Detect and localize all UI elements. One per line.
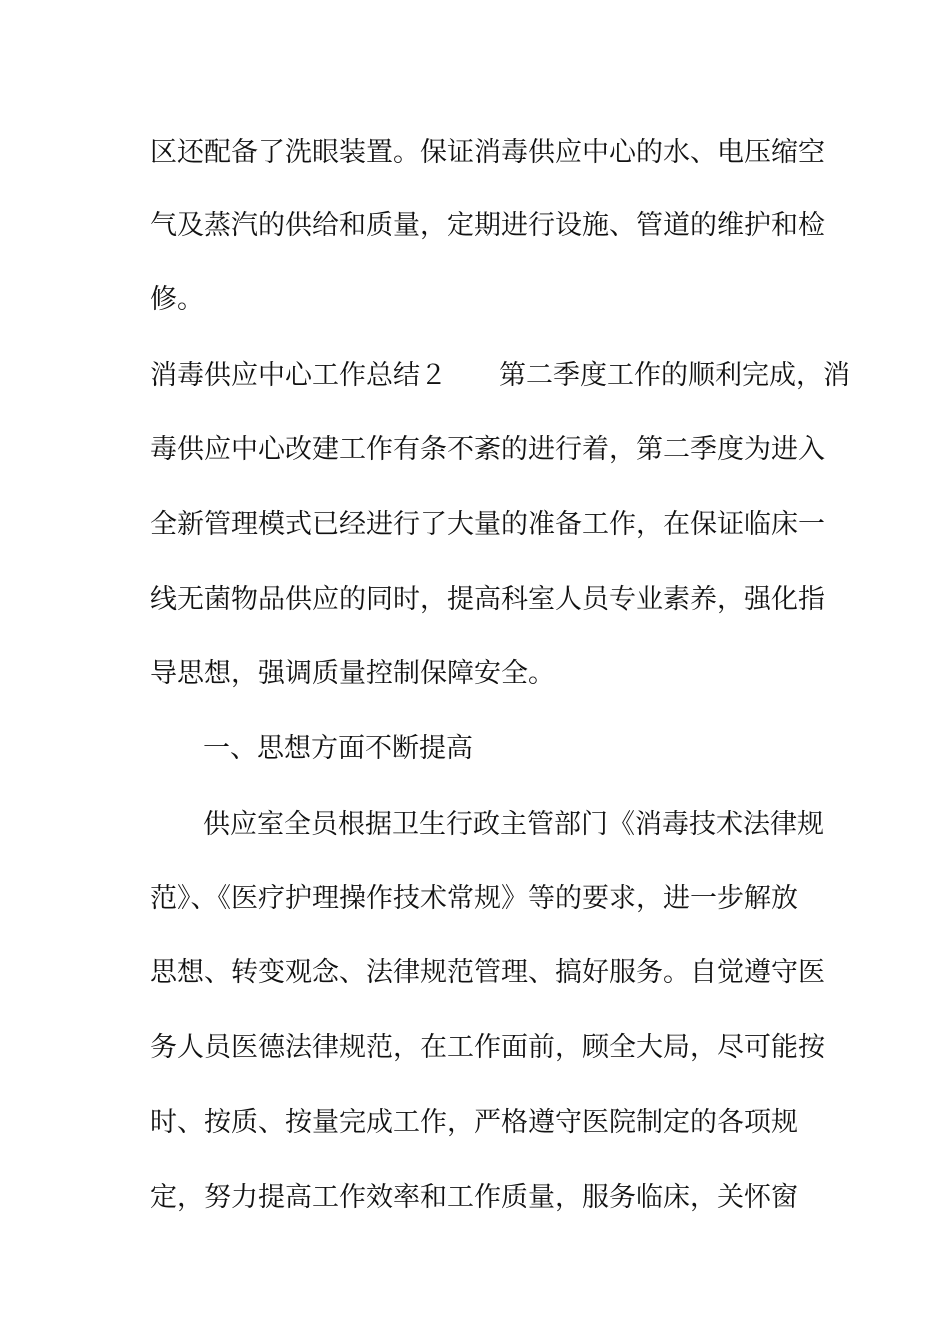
text-line: 区还配备了洗眼装置。保证消毒供应中心的水、电压缩空 xyxy=(150,137,825,168)
text-line: 思想、转变观念、法律规范管理、搞好服务。自觉遵守医 xyxy=(150,957,825,988)
text-line: 修。 xyxy=(150,284,204,315)
text-line: 气及蒸汽的供给和质量，定期进行设施、管道的维护和检 xyxy=(150,210,825,241)
text-line: 定，努力提高工作效率和工作质量，服务临床，关怀窗 xyxy=(150,1182,798,1213)
text-line: 范》、《医疗护理操作技术常规》等的要求，进一步解放 xyxy=(150,883,798,914)
section-heading: 消毒供应中心工作总结２ xyxy=(150,360,447,391)
text-line: 毒供应中心改建工作有条不紊的进行着，第二季度为进入 xyxy=(150,434,825,465)
text-line: 务人员医德法律规范，在工作面前，顾全大局，尽可能按 xyxy=(150,1032,825,1063)
subheading: 一、思想方面不断提高 xyxy=(203,733,473,764)
text-line: 供应室全员根据卫生行政主管部门《消毒技术法律规 xyxy=(203,809,824,840)
text-line: 线无菌物品供应的同时，提高科室人员专业素养，强化指 xyxy=(150,584,825,615)
text-line: 第二季度工作的顺利完成，消 xyxy=(499,360,850,391)
text-line: 导思想，强调质量控制保障安全。 xyxy=(150,658,555,689)
text-line: 全新管理模式已经进行了大量的准备工作，在保证临床一 xyxy=(150,509,825,540)
section-heading-line xyxy=(150,356,850,396)
text-line: 时、按质、按量完成工作，严格遵守医院制定的各项规 xyxy=(150,1107,798,1138)
